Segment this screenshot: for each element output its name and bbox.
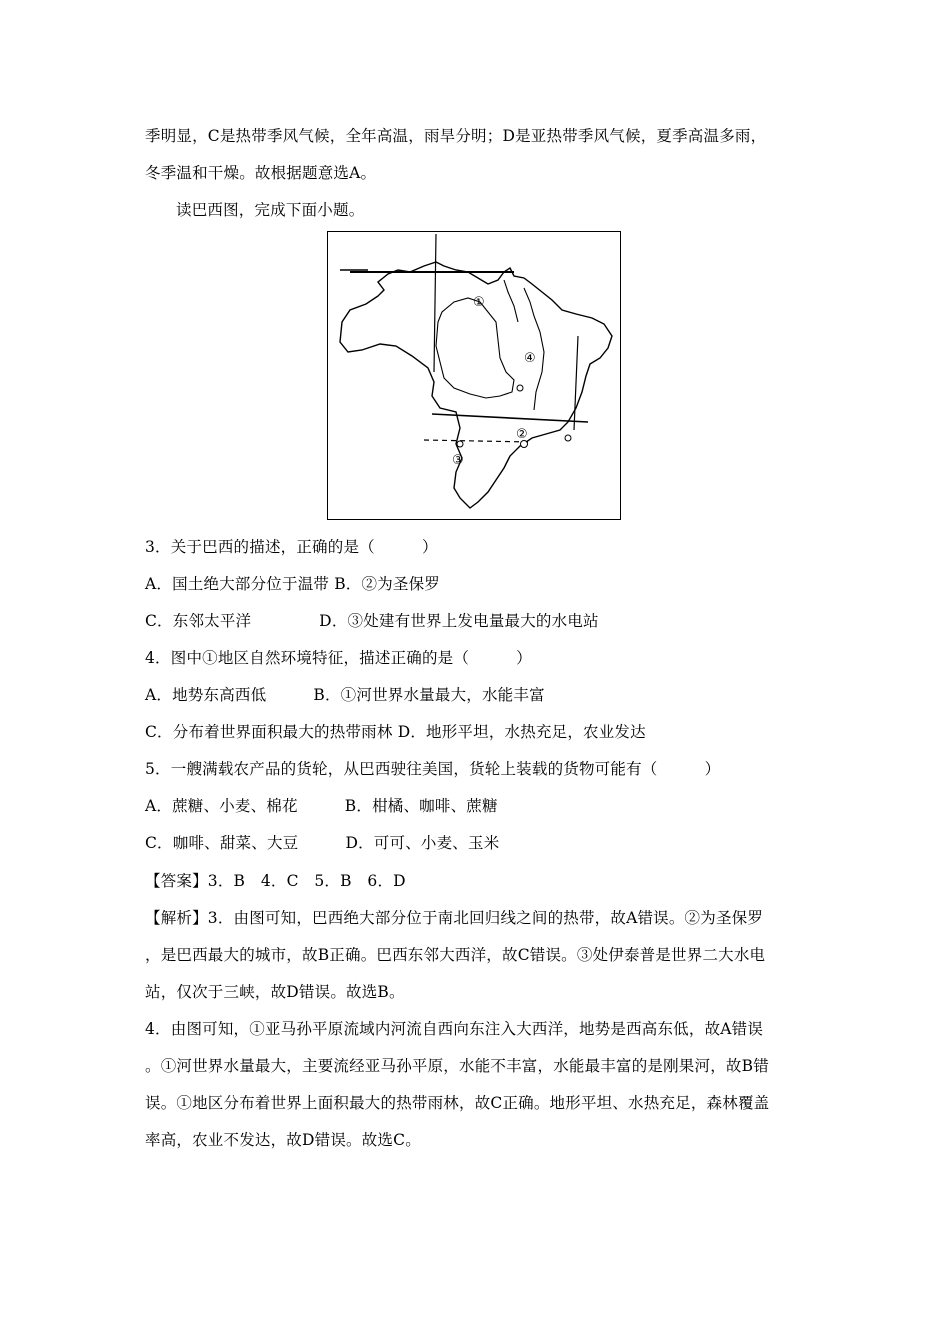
map-label-2: ② <box>516 427 528 442</box>
city-marker <box>457 441 463 447</box>
question-5: 5．一艘满载农产品的货轮，从巴西驶往美国，货轮上装载的货物可能有（ ） <box>145 760 721 778</box>
city-marker <box>565 435 571 441</box>
option-line: C．咖啡、甜菜、大豆 D．可可、小麦、玉米 <box>145 834 500 852</box>
question-3: 3．关于巴西的描述，正确的是（ ） <box>145 538 438 556</box>
tropic-line <box>432 414 588 422</box>
analysis-line: 【解析】3．由图可知，巴西绝大部分位于南北回归线之间的热带，故A错误。②为圣保罗 <box>145 909 764 927</box>
option-line: C．分布着世界面积最大的热带雨林 D．地形平坦，水热充足，农业发达 <box>145 723 646 741</box>
meridian <box>434 234 436 372</box>
river <box>524 288 544 410</box>
river <box>504 280 518 322</box>
amazon-region <box>436 298 514 398</box>
analysis-line: ，是巴西最大的城市，故B正确。巴西东邻大西洋，故C错误。③处伊泰普是世界二大水电 <box>145 946 766 964</box>
option-line: A．地势东高西低 B．①河世界水量最大，水能丰富 <box>145 686 545 704</box>
option-line: A．蔗糖、小麦、棉花 B．柑橘、咖啡、蔗糖 <box>145 797 498 815</box>
brazil-map <box>328 232 620 519</box>
answer-line: 【答案】3．B 4．C 5．B 6．D <box>145 872 406 890</box>
map-label-1: ① <box>473 295 485 310</box>
text-line: 冬季温和干燥。故根据题意选A。 <box>145 164 377 182</box>
option-line: A．国土绝大部分位于温带 B．②为圣保罗 <box>145 575 441 593</box>
analysis-line: 率高，农业不发达，故D错误。故选C。 <box>145 1131 421 1149</box>
option-line: C．东邻太平洋 D．③处建有世界上发电量最大的水电站 <box>145 612 599 630</box>
city-marker <box>517 385 523 391</box>
analysis-line: 误。①地区分布着世界上面积最大的热带雨林，故C正确。地形平坦、水热充足，森林覆盖 <box>145 1094 770 1112</box>
analysis-line: 。①河世界水量最大，主要流经亚马孙平原，水能不丰富，水能最丰富的是刚果河，故B错 <box>145 1057 769 1075</box>
text-line: 读巴西图，完成下面小题。 <box>176 201 365 219</box>
question-4: 4．图中①地区自然环境特征，描述正确的是（ ） <box>145 649 532 667</box>
analysis-line: 站，仅次于三峡，故D错误。故选B。 <box>145 983 405 1001</box>
brazil-map-figure <box>327 231 621 520</box>
map-label-3: ③ <box>452 453 464 468</box>
map-label-4: ④ <box>524 351 536 366</box>
meridian <box>574 336 578 430</box>
analysis-line: 4．由图可知，①亚马孙平原流域内河流自西向东注入大西洋，地势是西高东低，故A错误 <box>145 1020 764 1038</box>
text-line: 季明显，C是热带季风气候，全年高温，雨旱分明；D是亚热带季风气候，夏季高温多雨， <box>145 127 767 145</box>
